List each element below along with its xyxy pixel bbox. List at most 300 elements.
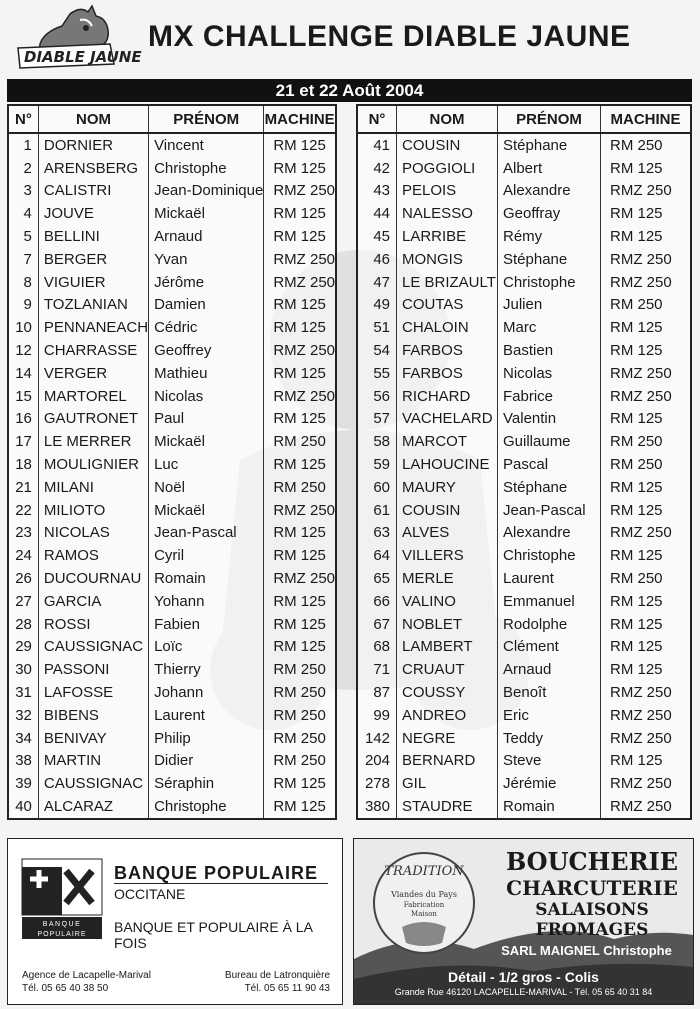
rider-firstname: Laurent [149,704,264,727]
table-row [357,636,691,659]
rider-firstname: Romain [498,795,601,819]
rider-machine: RMZ 250 [601,772,692,795]
rider-number: 4 [8,202,38,225]
table-row [357,133,691,157]
rider-lastname: MARCOT [397,430,498,453]
table-row [8,499,336,522]
rider-firstname: Arnaud [149,225,264,248]
table-row [8,408,336,431]
rider-lastname: CAUSSIGNAC [38,772,148,795]
rider-firstname: Nicolas [149,385,264,408]
rider-number: 15 [8,385,38,408]
rider-lastname: MERLE [397,567,498,590]
rider-lastname: TOZLANIAN [38,294,148,317]
table-row [8,157,336,180]
rider-firstname: Geoffrey [149,339,264,362]
rider-firstname: Steve [498,750,601,773]
col-name: NOM [38,105,148,133]
rider-number: 32 [8,704,38,727]
rider-machine: RM 125 [601,202,692,225]
rider-lastname: LAFOSSE [38,681,148,704]
rider-number: 59 [357,453,397,476]
rider-lastname: DORNIER [38,133,148,157]
rider-firstname: Didier [149,750,264,773]
rider-machine: RMZ 250 [601,522,692,545]
rider-firstname: Cédric [149,316,264,339]
table-row [8,339,336,362]
rider-number: 51 [357,316,397,339]
table-row [8,544,336,567]
rider-lastname: CHARRASSE [38,339,148,362]
rider-machine: RMZ 250 [264,248,336,271]
rider-firstname: Philip [149,727,264,750]
table-row [8,727,336,750]
rider-machine: RMZ 250 [601,271,692,294]
rider-number: 1 [8,133,38,157]
rider-number: 43 [357,180,397,203]
rider-firstname: Christophe [498,271,601,294]
rider-lastname: ALVES [397,522,498,545]
rider-machine: RMZ 250 [601,704,692,727]
rider-lastname: POGGIOLI [397,157,498,180]
rider-lastname: COUTAS [397,294,498,317]
rider-machine: RM 125 [601,339,692,362]
table-row [357,316,691,339]
rider-machine: RM 125 [264,795,336,819]
table-row [8,658,336,681]
rider-lastname: LE BRIZAULT [397,271,498,294]
rider-machine: RMZ 250 [601,385,692,408]
rider-number: 14 [8,362,38,385]
rider-firstname: Noël [149,476,264,499]
rider-firstname: Marc [498,316,601,339]
rider-firstname: Christophe [498,544,601,567]
table-header-row [8,105,336,133]
table-row [357,772,691,795]
rider-firstname: Vincent [149,133,264,157]
rider-lastname: GIL [397,772,498,795]
rider-firstname: Benoît [498,681,601,704]
rider-firstname: Guillaume [498,430,601,453]
rider-firstname: Arnaud [498,658,601,681]
rider-firstname: Paul [149,408,264,431]
table-row [357,681,691,704]
rider-number: 40 [8,795,38,819]
rider-lastname: VILLERS [397,544,498,567]
rider-lastname: MILANI [38,476,148,499]
svg-text:TRADITION: TRADITION [384,864,464,879]
riders-table-left [7,104,337,820]
rider-number: 3 [8,180,38,203]
svg-text:BANQUE: BANQUE [42,921,82,928]
svg-text:Viandes du Pays: Viandes du Pays [391,890,457,899]
rider-number: 24 [8,544,38,567]
rider-lastname: LARRIBE [397,225,498,248]
rider-lastname: PASSONI [38,658,148,681]
rider-lastname: RAMOS [38,544,148,567]
table-row [8,225,336,248]
rider-lastname: LE MERRER [38,430,148,453]
table-row [8,476,336,499]
tradition-badge [368,847,480,959]
table-row [357,750,691,773]
page-title: MX CHALLENGE DIABLE JAUNE [148,20,631,53]
rider-lastname: VALINO [397,590,498,613]
rider-machine: RM 250 [264,750,336,773]
rider-number: 29 [8,636,38,659]
rider-machine: RM 125 [264,772,336,795]
rider-machine: RMZ 250 [264,499,336,522]
rider-firstname: Geoffray [498,202,601,225]
rider-firstname: Eric [498,704,601,727]
event-date-banner: 21 et 22 Août 2004 [7,79,692,102]
table-row [357,522,691,545]
rider-machine: RMZ 250 [601,362,692,385]
rider-firstname: Mathieu [149,362,264,385]
table-row [8,133,336,157]
riders-table-right [356,104,692,820]
svg-text:Maison: Maison [411,910,437,918]
rider-number: 27 [8,590,38,613]
rider-firstname: Valentin [498,408,601,431]
col-number: N° [8,105,38,133]
rider-number: 380 [357,795,397,819]
rider-lastname: BELLINI [38,225,148,248]
table-row [8,681,336,704]
table-row [8,772,336,795]
col-machine: MACHINE [264,105,336,133]
rider-lastname: COUSIN [397,499,498,522]
rider-number: 68 [357,636,397,659]
rider-number: 54 [357,339,397,362]
table-row [357,476,691,499]
rider-firstname: Jérémie [498,772,601,795]
rider-machine: RM 125 [264,453,336,476]
rider-machine: RM 125 [264,590,336,613]
svg-text:DIABLE JAUNE: DIABLE JAUNE [24,48,142,66]
table-row [8,202,336,225]
table-row [357,248,691,271]
rider-lastname: PENNANEACH [38,316,148,339]
rider-machine: RM 125 [264,157,336,180]
rider-machine: RM 125 [264,294,336,317]
rider-machine: RM 125 [264,544,336,567]
rider-firstname: Jean-Pascal [149,522,264,545]
rider-firstname: Pascal [498,453,601,476]
rider-machine: RM 250 [264,681,336,704]
rider-machine: RM 125 [601,613,692,636]
rider-number: 18 [8,453,38,476]
rider-machine: RM 125 [601,658,692,681]
rider-machine: RM 125 [601,499,692,522]
rider-number: 58 [357,430,397,453]
bank-name: BANQUE POPULAIRE [114,863,319,883]
table-row [8,636,336,659]
rider-machine: RM 125 [601,157,692,180]
table-row [8,430,336,453]
rider-lastname: VACHELARD [397,408,498,431]
rider-machine: RM 125 [264,133,336,157]
table-row [357,271,691,294]
table-header-row [357,105,691,133]
rider-machine: RM 125 [601,544,692,567]
rider-machine: RM 250 [264,476,336,499]
rider-machine: RM 250 [264,727,336,750]
rider-lastname: CALISTRI [38,180,148,203]
rider-firstname: Bastien [498,339,601,362]
rider-number: 23 [8,522,38,545]
rider-number: 30 [8,658,38,681]
rider-number: 46 [357,248,397,271]
rider-lastname: BIBENS [38,704,148,727]
rider-lastname: CAUSSIGNAC [38,636,148,659]
rider-machine: RMZ 250 [264,339,336,362]
rider-lastname: LAHOUCINE [397,453,498,476]
rider-machine: RM 125 [264,522,336,545]
table-row [357,225,691,248]
rider-lastname: MOULIGNIER [38,453,148,476]
rider-firstname: Alexandre [498,180,601,203]
table-row [357,499,691,522]
rider-machine: RM 125 [601,225,692,248]
butcher-owner: SARL MAIGNEL Christophe [501,943,672,958]
svg-text:POPULAIRE: POPULAIRE [37,931,87,938]
rider-number: 44 [357,202,397,225]
rider-number: 204 [357,750,397,773]
rider-number: 16 [8,408,38,431]
rider-machine: RM 125 [264,202,336,225]
rider-firstname: Fabrice [498,385,601,408]
rider-machine: RM 250 [601,133,692,157]
rider-firstname: Emmanuel [498,590,601,613]
table-row [357,157,691,180]
butcher-title: BOUCHERIE CHARCUTERIE SALAISONS FROMAGES [505,847,679,940]
rider-number: 42 [357,157,397,180]
rider-lastname: ROSSI [38,613,148,636]
ad-boucherie [353,838,694,1005]
table-row [357,202,691,225]
rider-firstname: Nicolas [498,362,601,385]
svg-text:Fabrication: Fabrication [403,901,445,909]
rider-lastname: GAUTRONET [38,408,148,431]
rider-number: 39 [8,772,38,795]
rider-machine: RM 125 [264,408,336,431]
rider-number: 63 [357,522,397,545]
diable-jaune-logo [10,4,142,72]
rider-lastname: VIGUIER [38,271,148,294]
rider-firstname: Christophe [149,795,264,819]
rider-firstname: Luc [149,453,264,476]
table-row [357,294,691,317]
rider-number: 61 [357,499,397,522]
rider-machine: RM 250 [601,453,692,476]
rider-number: 2 [8,157,38,180]
butcher-address: Grande Rue 46120 LACAPELLE-MARIVAL - Tél. 05 65 40 31 84 [394,987,653,997]
rider-firstname: Stéphane [498,248,601,271]
table-row [8,750,336,773]
rider-lastname: FARBOS [397,339,498,362]
table-row [8,613,336,636]
table-row [357,567,691,590]
rider-number: 56 [357,385,397,408]
table-row [8,180,336,203]
col-name: NOM [397,105,498,133]
table-row [8,362,336,385]
table-row [357,385,691,408]
rider-machine: RMZ 250 [601,795,692,819]
rider-machine: RM 125 [264,316,336,339]
rider-lastname: PELOIS [397,180,498,203]
rider-machine: RM 125 [601,408,692,431]
table-row [357,430,691,453]
rider-firstname: Damien [149,294,264,317]
ad-banque-populaire [7,838,343,1005]
rider-machine: RMZ 250 [601,180,692,203]
agency-latronquiere: Bureau de Latronquière Tél. 05 65 11 90 43 [224,970,330,994]
rider-firstname: Laurent [498,567,601,590]
rider-number: 66 [357,590,397,613]
rider-number: 57 [357,408,397,431]
table-row [357,795,691,819]
table-row [357,362,691,385]
rider-machine: RM 125 [601,750,692,773]
rider-number: 9 [8,294,38,317]
rider-lastname: COUSIN [397,133,498,157]
col-number: N° [357,105,397,133]
rider-firstname: Yohann [149,590,264,613]
rider-firstname: Cyril [149,544,264,567]
rider-lastname: RICHARD [397,385,498,408]
table-row [357,544,691,567]
rider-lastname: MAURY [397,476,498,499]
rider-number: 67 [357,613,397,636]
rider-number: 41 [357,133,397,157]
rider-number: 12 [8,339,38,362]
butcher-services: Détail - 1/2 gros - Colis [448,969,599,985]
rider-machine: RM 125 [601,316,692,339]
rider-machine: RMZ 250 [264,385,336,408]
table-row [8,385,336,408]
rider-number: 87 [357,681,397,704]
rider-firstname: Jérôme [149,271,264,294]
rider-firstname: Stéphane [498,476,601,499]
rider-firstname: Clément [498,636,601,659]
rider-firstname: Mickaël [149,430,264,453]
rider-firstname: Thierry [149,658,264,681]
rider-machine: RM 125 [264,225,336,248]
table-row [357,408,691,431]
rider-firstname: Christophe [149,157,264,180]
rider-firstname: Julien [498,294,601,317]
rider-firstname: Mickaël [149,499,264,522]
rider-firstname: Johann [149,681,264,704]
rider-lastname: BENIVAY [38,727,148,750]
table-row [8,704,336,727]
rider-lastname: BERGER [38,248,148,271]
rider-firstname: Rodolphe [498,613,601,636]
rider-number: 21 [8,476,38,499]
rider-lastname: MARTIN [38,750,148,773]
rider-firstname: Teddy [498,727,601,750]
rider-number: 47 [357,271,397,294]
table-row [8,294,336,317]
rider-machine: RM 250 [264,658,336,681]
rider-machine: RM 125 [601,590,692,613]
rider-number: 64 [357,544,397,567]
rider-number: 7 [8,248,38,271]
rider-lastname: ARENSBERG [38,157,148,180]
rider-firstname: Loïc [149,636,264,659]
rider-lastname: NOBLET [397,613,498,636]
banque-populaire-logo [22,859,102,939]
table-row [8,316,336,339]
rider-number: 60 [357,476,397,499]
rider-number: 28 [8,613,38,636]
rider-machine: RM 125 [264,362,336,385]
rider-number: 55 [357,362,397,385]
rider-lastname: ANDREO [397,704,498,727]
col-firstname: PRÉNOM [498,105,601,133]
rider-number: 10 [8,316,38,339]
rider-number: 5 [8,225,38,248]
rider-lastname: MONGIS [397,248,498,271]
rider-lastname: ALCARAZ [38,795,148,819]
rider-number: 31 [8,681,38,704]
rider-machine: RM 250 [264,704,336,727]
col-firstname: PRÉNOM [149,105,264,133]
rider-lastname: NICOLAS [38,522,148,545]
rider-machine: RMZ 250 [264,180,336,203]
rider-firstname: Yvan [149,248,264,271]
rider-number: 278 [357,772,397,795]
rider-lastname: FARBOS [397,362,498,385]
rider-lastname: CRUAUT [397,658,498,681]
rider-machine: RMZ 250 [601,727,692,750]
rider-number: 38 [8,750,38,773]
rider-firstname: Fabien [149,613,264,636]
rider-firstname: Alexandre [498,522,601,545]
rider-lastname: COUSSY [397,681,498,704]
table-row [357,180,691,203]
table-row [8,248,336,271]
rider-number: 26 [8,567,38,590]
table-row [357,590,691,613]
bank-region: OCCITANE [114,883,328,902]
rider-firstname: Romain [149,567,264,590]
rider-number: 49 [357,294,397,317]
table-row [357,704,691,727]
rider-machine: RM 125 [264,636,336,659]
table-row [8,453,336,476]
table-row [357,727,691,750]
rider-machine: RMZ 250 [601,248,692,271]
rider-firstname: Jean-Pascal [498,499,601,522]
rider-number: 45 [357,225,397,248]
table-row [8,567,336,590]
rider-lastname: JOUVE [38,202,148,225]
bank-tagline: BANQUE ET POPULAIRE À LA FOIS [114,919,313,951]
rider-machine: RM 125 [601,476,692,499]
rider-lastname: NALESSO [397,202,498,225]
rider-number: 99 [357,704,397,727]
rider-lastname: NEGRE [397,727,498,750]
rider-firstname: Albert [498,157,601,180]
table-row [357,339,691,362]
rider-machine: RMZ 250 [264,567,336,590]
rider-number: 71 [357,658,397,681]
col-machine: MACHINE [601,105,692,133]
table-row [357,658,691,681]
